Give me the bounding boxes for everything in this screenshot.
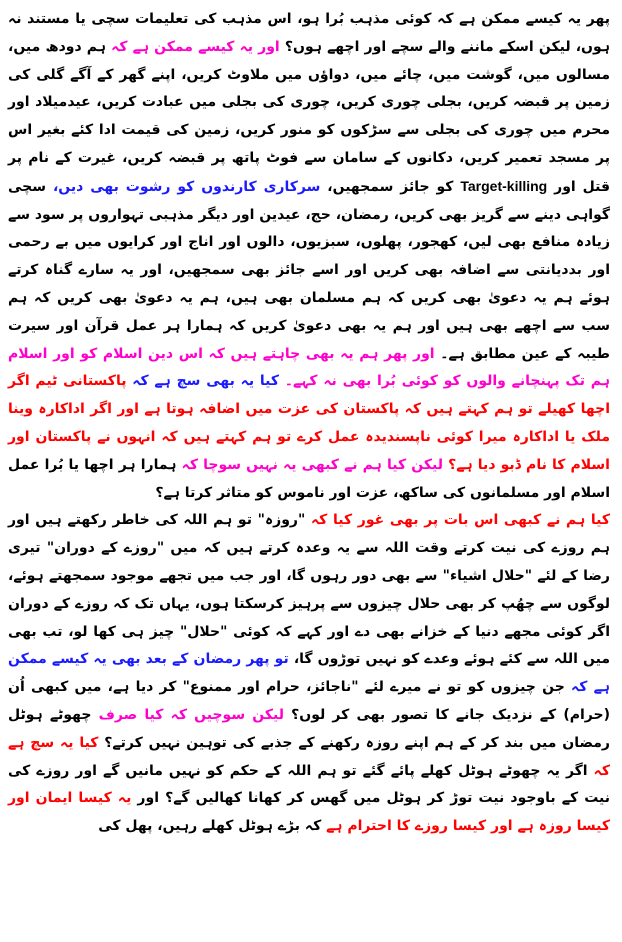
paragraph-2-segment-2: تو پھر رمضان کے بعد بھی یہ کیسے ممکن ہے کہ [8,651,611,696]
paragraph-1-segment-2: ہم دودھ میں، مسالوں میں، گوشت میں، چائے میں، دواؤں میں ملاوٹ کریں، اپنے گھر کے آگے گلی کی زمین پر قبضہ کریں، بجلی چوری کریں، چوری کی بجلی میں عبادت کریں، عیدمیلاد اور محرم میں چوری کی بجلی سے سڑکوں کو منور کریں، زمین کی قیمت ادا کئے بغیر اس پر مسجد تعمیر کریں، دکانوں کے سامان سے فوٹ پاتھ پر قبضہ کریں، غیرت کے نام پر قتل اور [8,38,611,195]
paragraph-1-segment-4: کو جائز سمجھیں، [320,178,461,195]
paragraph-2-segment-6: کیا یہ سچ ہے کہ [8,734,610,779]
paragraph-1-segment-11: ہمارا ہر اچھا یا بُرا عمل اسلام اور مسلمانوں کی ساکھ، عزت اور ناموس کو متاثر کرتا ہے؟ [8,456,610,501]
paragraph-1-segment-7: اور پھر ہم یہ بھی چاہتے ہیں کہ اس دین اسلام کو اور اسلام ہم تک پہنچانے والوں کو کوئی بُرا بھی نہ کہے۔ [8,345,610,390]
paragraph-1-segment-0: پھر یہ کیسے ممکن ہے کہ کوئی مذہب بُرا ہو، اس مذہب کی تعلیمات سچی یا مستند نہ ہوں، لیکن اسکے ماننے والے سچے اور اچھے ہوں؟ [8,11,610,55]
paragraph-2-segment-0: کیا ہم نے کبھی اس بات پر بھی غور کیا کہ [305,512,610,529]
paragraph-2-segment-8: یہ کیسا ایمان اور کیسا روزہ ہے اور کیسا روزے کا احترام ہے [8,790,610,835]
paragraph-2-segment-1: "روزہ" تو ہم اللہ کی خاطر رکھتے ہیں اور ہم روزے کی نیت کرتے وقت اللہ سے یہ وعدہ کرتے ہیں کہ میں "روزے کے دوران" تیری رضا کے لئے "حلال اشیاء" سے بھی دور رہوں گا، اور جب میں تجھے موجود سمجھتے ہوئے، لوگوں سے چھُپ کر بھی حلال چیزوں سے پرہیز کرسکتا ہوں، یہاں تک کہ روزے کے دوران اگر کوئی مجھے دنیا کے خزانے بھی دے اور کہے کہ کوئی "حلال" چیز ہی کھا لو، تب بھی میں اللہ سے کئے ہوئے وعدے کو نہیں توڑوں گا، [8,512,610,668]
paragraph-2-segment-7: اگر یہ چھوٹے ہوٹل کھلے پائے گئے تو ہم اللہ کے حکم کو نہیں مانیں گے اور روزے کی نیت کے باوجود نیت توڑ کر ہوٹل میں گھس کر کھانا کھالیں گے؟ اور [8,762,610,807]
paragraph-2-segment-5: چھوٹے ہوٹل رمضان میں بند کر کے ہم اپنے روزہ رکھنے کے جذبے کی توہین نہیں کرتے؟ [8,706,610,751]
article-paragraph-2 [8,507,610,841]
paragraph-2-segment-4: لیکن سوچیں کہ کیا صرف [91,706,284,723]
paragraph-1-segment-10: لیکن کیا ہم نے کبھی یہ نہیں سوچا کہ [176,456,443,473]
paragraph-1-segment-3: Target-killing [460,177,548,194]
paragraph-2-segment-9: کہ بڑے ہوٹل کھلے رہیں، پھل کی [98,818,322,835]
article-paragraph-1 [8,6,610,507]
paragraph-2-segment-3: جن چیزوں کو تو نے میرے لئے "ناجائز، حرام اور ممنوع" کر دیا ہے، میں کبھی اُن (حرام) کے نزدیک جانے کا تصور بھی کر لوں؟ [8,679,610,723]
paragraph-1-segment-8: کیا یہ بھی سچ ہے کہ [126,373,280,390]
paragraph-1-segment-9: پاکستانی ٹیم اگر اچھا کھیلے تو ہم کہتے ہیں کہ پاکستان کی عزت میں اضافہ ہوتا ہے اور اگر اداکارہ وینا ملک یا اداکارہ میرا کوئی ناپسندیدہ عمل کرے تو ہم کہتے ہیں کہ انہوں نے پاکستان اور اسلام کا نام ڈبو دیا ہے؟ [8,373,610,473]
paragraph-1-segment-1: اور یہ کیسے ممکن ہے کہ [105,38,280,55]
paragraph-1-segment-5: سرکاری کارندوں کو رشوت بھی دیں، [46,178,321,195]
paragraph-1-segment-6: سچی گواہی دینے سے گریز بھی کریں، رمضان، حج، عیدین اور دیگر مذہبی تہواروں پر سود سے زیادہ منافع بھی لیں، کھجور، پھلوں، سبزیوں، دالوں اور اناج اور کرایوں میں بے رحمی اور بددیانتی سے اضافہ بھی کریں اور اسے جائز بھی سمجھیں، اور یہ سارے گناہ کرتے ہوئے ہم یہ دعویٰ بھی کریں کہ ہم مسلمان بھی ہیں، ہم یہ دعویٰ بھی کریں کہ ہم سب سے اچھے بھی ہیں اور ہم یہ بھی دعویٰ کریں کہ ہمارا ہر عمل قرآن اور سیرت طیبہ کے عین مطابق ہے۔ [8,178,610,362]
